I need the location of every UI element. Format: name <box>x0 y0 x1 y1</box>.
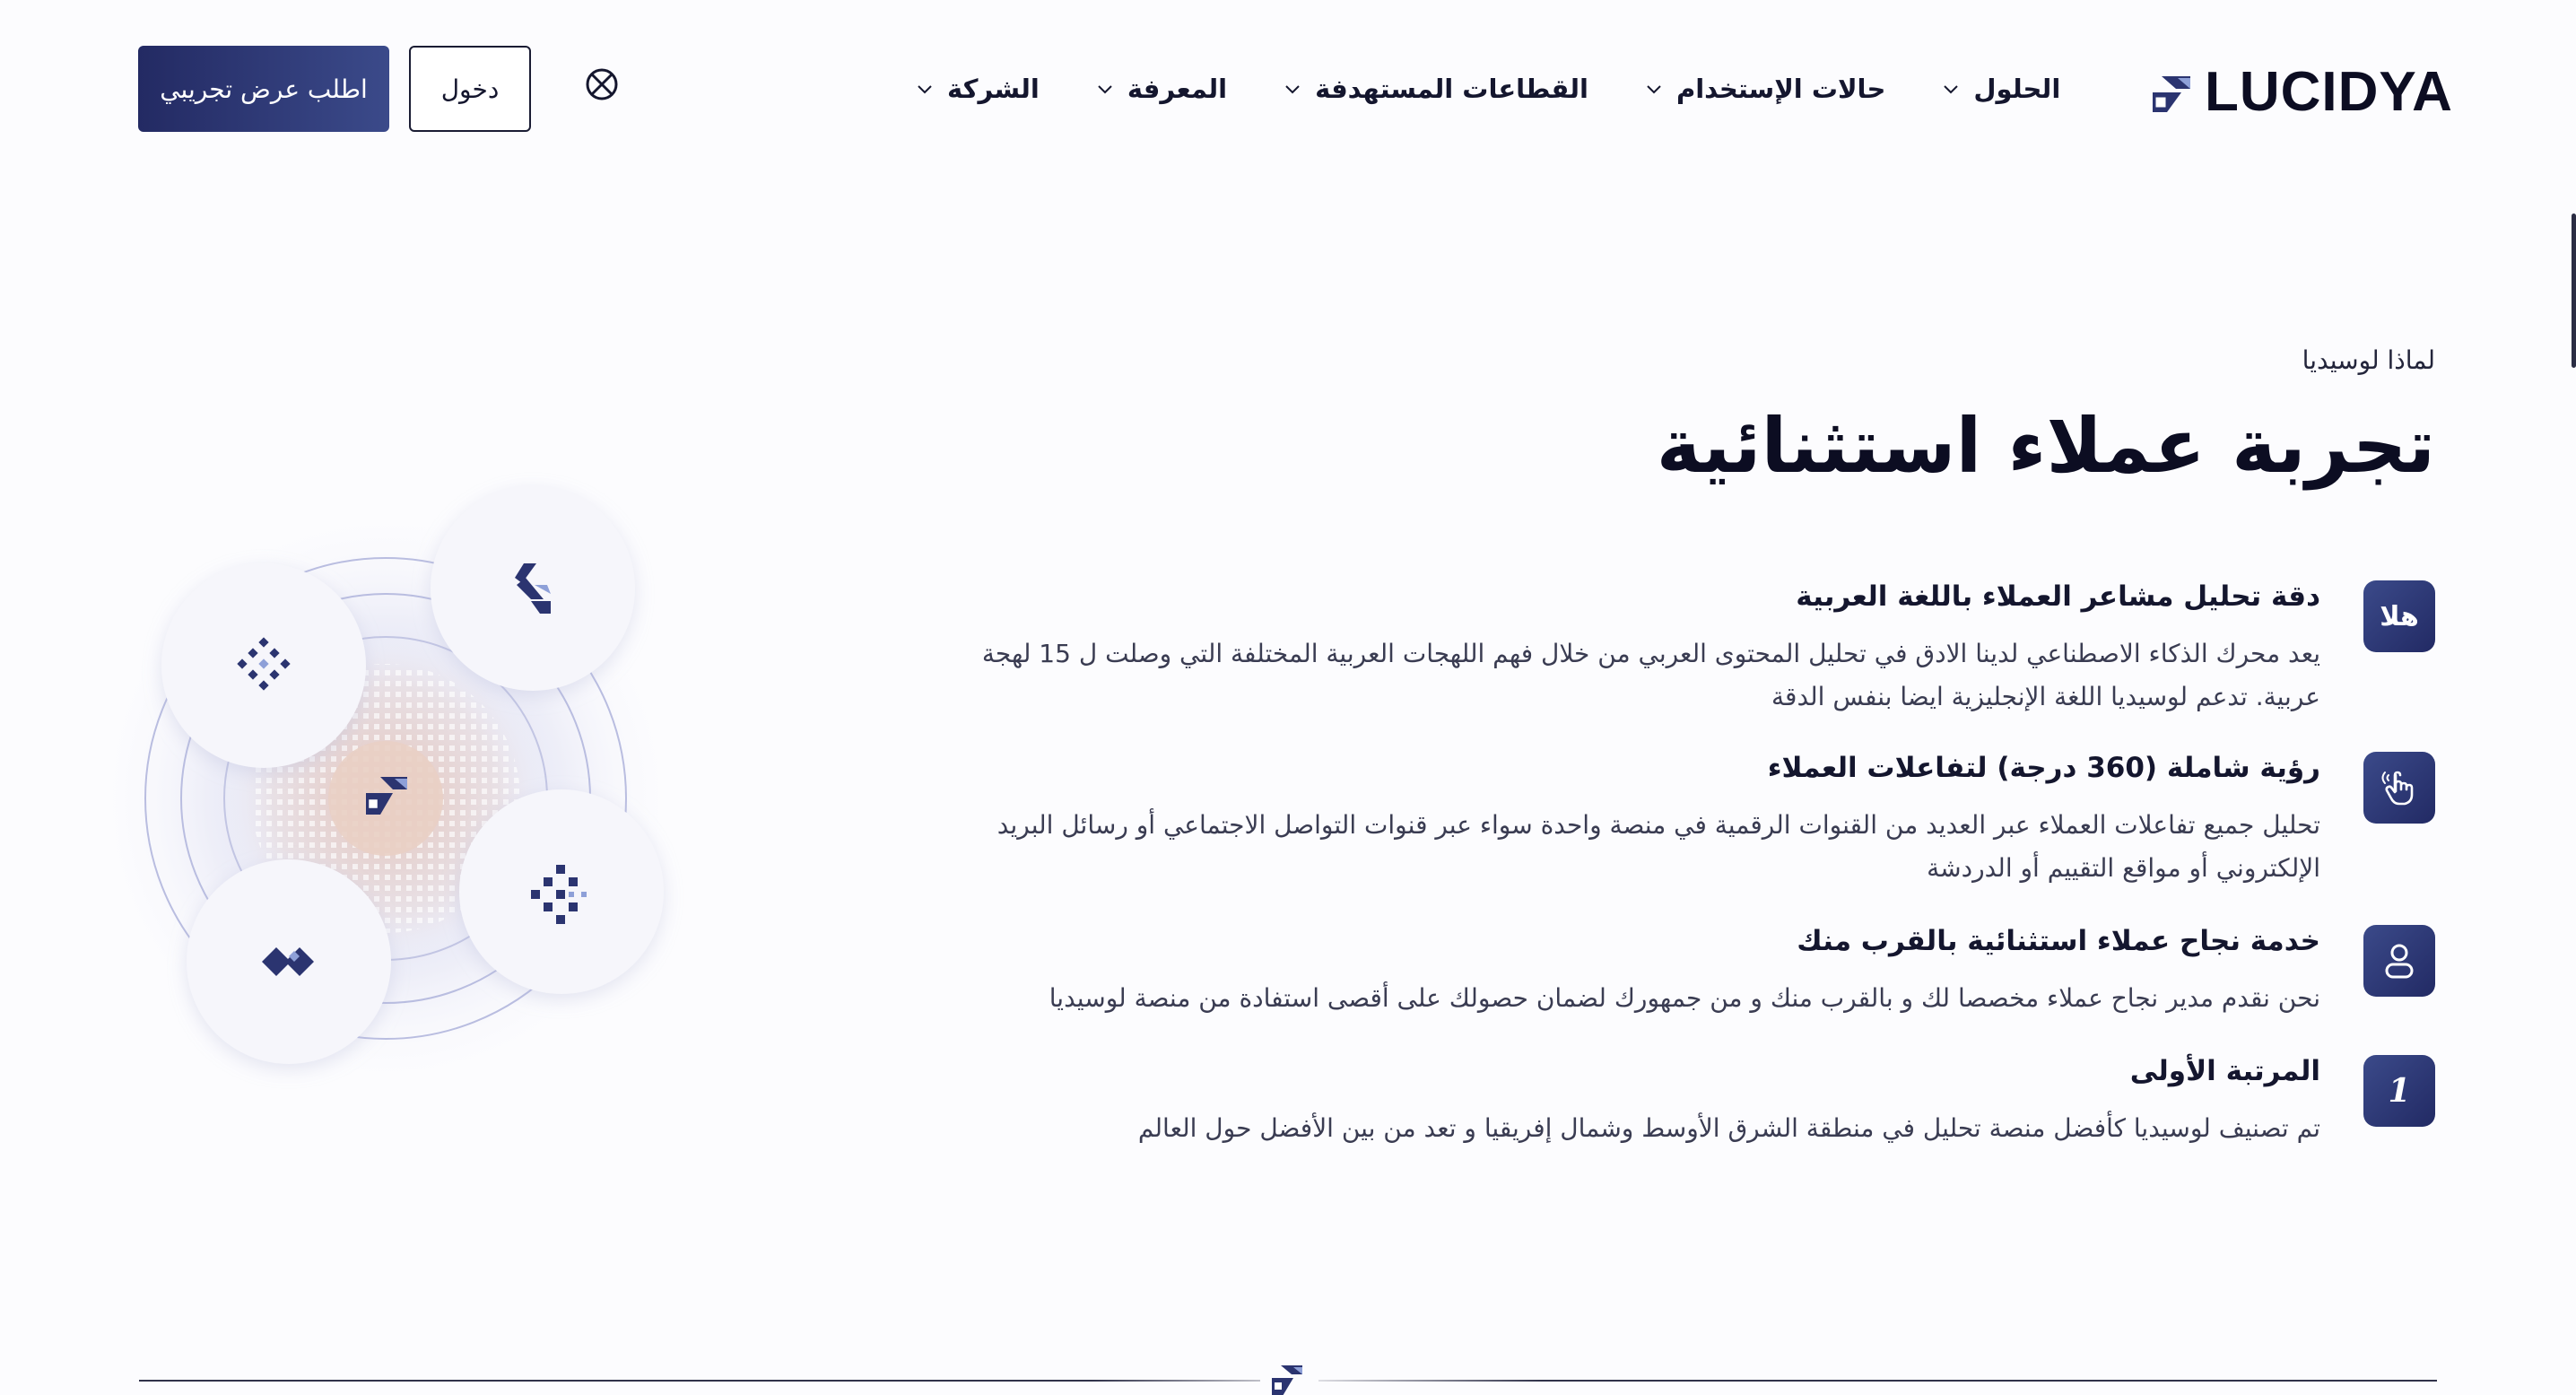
rank-one-icon <box>2363 1055 2435 1127</box>
arabic-greeting-icon <box>2363 580 2435 652</box>
section-title: تجربة عملاء استثنائية <box>1656 402 2435 490</box>
feature-icon-text: هلا <box>2380 600 2419 632</box>
nav-item-label: حالات الإستخدام <box>1675 74 1886 104</box>
feature-item <box>910 1055 2435 1163</box>
brand-name: LUCIDYA <box>2205 61 2453 123</box>
features-illustration <box>81 377 834 1121</box>
scrollbar-thumb[interactable] <box>2572 214 2576 368</box>
section-divider <box>139 1380 1260 1382</box>
feature-title: رؤية شاملة (360 درجة) لتفاعلات العملاء <box>1767 752 2320 784</box>
chevron-down-icon <box>1283 79 1302 99</box>
nav-item-label: المعرفة <box>1127 74 1228 104</box>
section-divider <box>1318 1380 2437 1382</box>
user-icon <box>2363 925 2435 997</box>
brand-logo[interactable] <box>2145 61 2453 123</box>
logo-mark-icon <box>2145 67 2196 118</box>
user-glyph <box>2381 941 2417 981</box>
chevron-down-icon <box>1644 79 1664 99</box>
chevron-down-icon <box>915 79 935 99</box>
feature-description: يعد محرك الذكاء الاصطناعي لدينا الادق في تحليل المحتوى العربي من خلال فهم اللهجات العربية المختلفة التي وصلت ل 15 لهجة عربية. تدعم لوسيديا اللغة الإنجليزية ايضا بنفس الدقة <box>981 639 2320 711</box>
feature-title: خدمة نجاح عملاء استثنائية بالقرب منك <box>1797 925 2320 957</box>
chevron-down-icon <box>1095 79 1115 99</box>
nav-item-solutions[interactable] <box>1941 74 2060 104</box>
main-nav <box>915 66 2060 111</box>
feature-item <box>910 925 2435 1033</box>
hand-pointer-glyph <box>2380 768 2419 807</box>
feature-title: دقة تحليل مشاعر العملاء باللغة العربية <box>1796 580 2320 613</box>
feature-description: نحن نقدم مدير نجاح عملاء مخصصا لك و بالقرب منك و من جمهورك لضمان حصولك على أقصى استفادة من منصة لوسيديا <box>1049 983 2320 1013</box>
nav-item-use-cases[interactable] <box>1644 74 1885 104</box>
login-button[interactable]: دخول <box>409 46 531 132</box>
nav-item-label: القطاعات المستهدفة <box>1315 74 1588 104</box>
nav-item-company[interactable] <box>915 74 1040 104</box>
nav-item-knowledge[interactable] <box>1095 74 1227 104</box>
chevron-down-icon <box>1941 79 1961 99</box>
nav-item-label: الشركة <box>947 74 1040 104</box>
feature-description: تحليل جميع تفاعلات العملاء عبر العديد من القنوات الرقمية في منصة واحدة سواء عبر قنوات التواصل الاجتماعي أو رسائل البريد الإلكتروني أو مواقع التقييم أو الدردشة <box>996 810 2320 883</box>
section-eyebrow: لماذا لوسيديا <box>2302 345 2435 375</box>
globe-icon[interactable] <box>584 66 620 102</box>
feature-item <box>910 752 2435 895</box>
feature-item <box>910 580 2435 724</box>
feature-icon-text: 1 <box>2388 1072 2411 1110</box>
nav-item-label: الحلول <box>1973 74 2061 104</box>
request-demo-button[interactable]: اطلب عرض تجريبي <box>138 46 389 132</box>
feature-title: المرتبة الأولى <box>2129 1055 2320 1087</box>
divider-logo-icon <box>1266 1360 1308 1395</box>
feature-description: تم تصنيف لوسيديا كأفضل منصة تحليل في منطقة الشرق الأوسط وشمال إفريقيا و تعد من بين الأفضل حول العالم <box>1137 1113 2320 1143</box>
hand-pointer-icon <box>2363 752 2435 824</box>
nav-item-sectors[interactable] <box>1283 74 1588 104</box>
